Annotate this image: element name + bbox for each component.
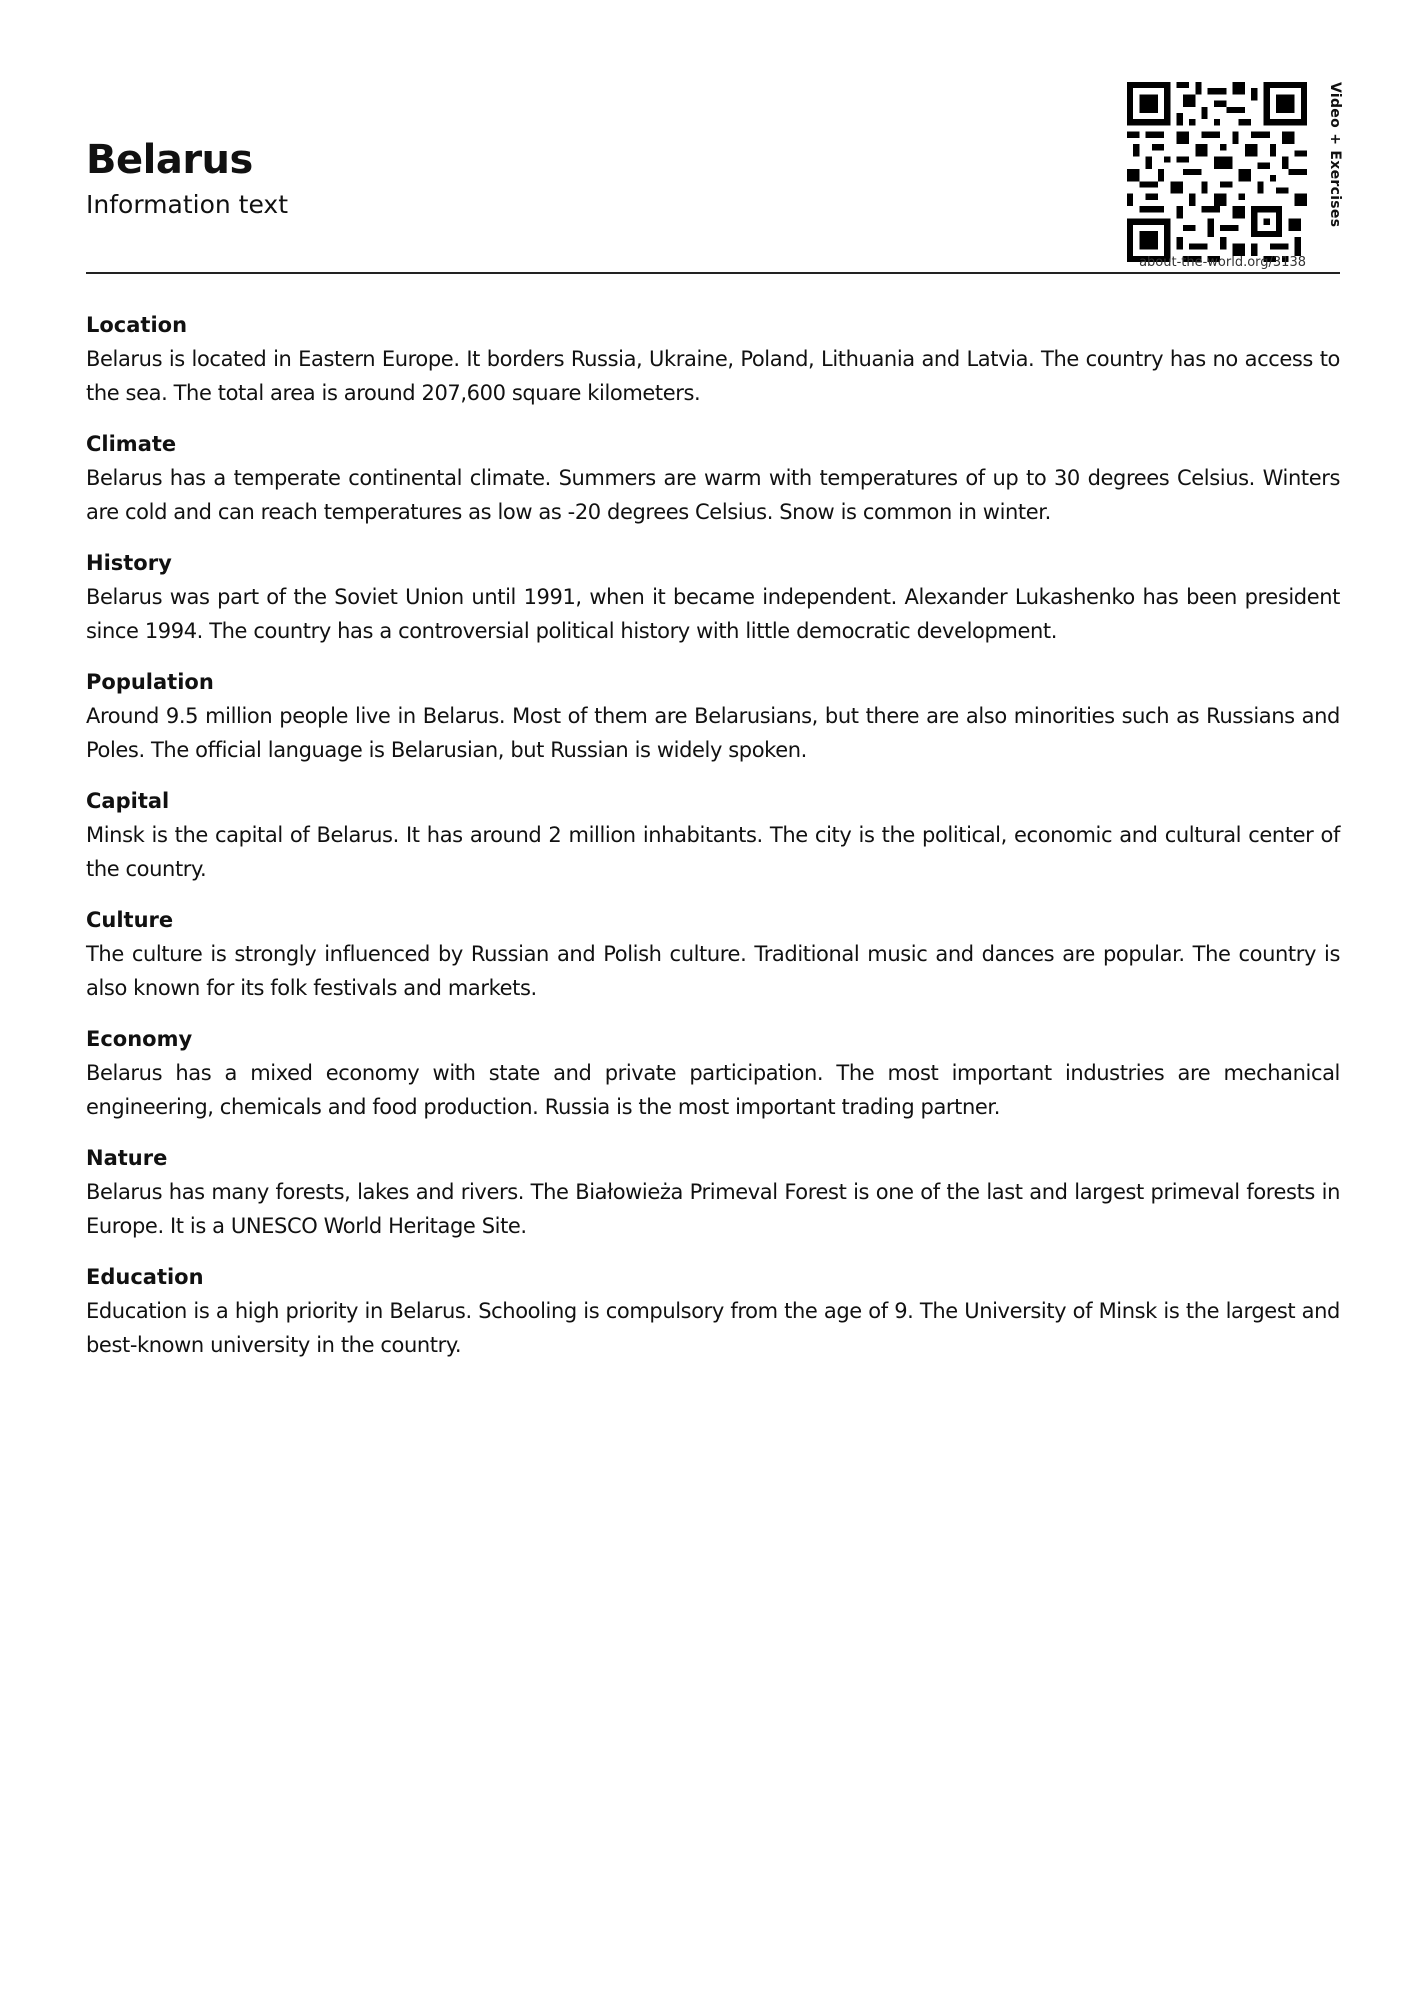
qr-link-text[interactable]: about-the-world.org/3138 — [1139, 255, 1306, 270]
section-population — [86, 665, 1340, 767]
section-culture — [86, 903, 1340, 1005]
section-text: Minsk is the capital of Belarus. It has around 2 million inhabitants. The city is the political, economic and cultural center of the country. — [86, 823, 1340, 881]
section-heading: Economy — [86, 1027, 193, 1051]
section-education — [86, 1260, 1340, 1362]
section-heading: Culture — [86, 908, 174, 932]
section-history — [86, 546, 1340, 648]
section-text: Belarus has a temperate continental climate. Summers are warm with temperatures of up to 30 degrees Celsius. Winters are cold and can reach temperatures as low as -20 degrees Celsius. Snow is common in winter. — [86, 466, 1340, 524]
section-heading: Climate — [86, 432, 177, 456]
section-heading: Education — [86, 1265, 204, 1289]
page-header — [86, 80, 1343, 274]
section-heading: Capital — [86, 789, 170, 813]
section-nature — [86, 1141, 1340, 1243]
page-subtitle: Information text — [86, 190, 289, 219]
section-heading: Nature — [86, 1146, 168, 1170]
section-text: Education is a high priority in Belarus. Schooling is compulsory from the age of 9. The University of Minsk is the largest and best-known university in the country. — [86, 1299, 1340, 1357]
section-economy — [86, 1022, 1340, 1124]
section-text: Belarus has a mixed economy with state and private participation. The most important industries are mechanical engineering, chemicals and food production. Russia is the most important trading partner. — [86, 1061, 1340, 1119]
section-text: Belarus is located in Eastern Europe. It borders Russia, Ukraine, Poland, Lithuania and Latvia. The country has no access to the sea. The total area is around 207,600 square kilometers. — [86, 347, 1340, 405]
section-text: Around 9.5 million people live in Belarus. Most of them are Belarusians, but there are also minorities such as Russians and Poles. The official language is Belarusian, but Russian is widely spoken. — [86, 704, 1340, 762]
section-heading: History — [86, 551, 172, 575]
section-location — [86, 308, 1340, 410]
video-exercises-label: Video + Exercises — [1327, 82, 1343, 228]
section-heading: Population — [86, 670, 214, 694]
content — [86, 308, 1340, 1379]
section-text: The culture is strongly influenced by Russian and Polish culture. Traditional music and dances are popular. The country is also known for its folk festivals and markets. — [86, 942, 1340, 1000]
page-title: Belarus — [86, 137, 253, 183]
section-text: Belarus was part of the Soviet Union until 1991, when it became independent. Alexander Lukashenko has been president since 1994. The country has a controversial political history with little democratic development. — [86, 585, 1340, 643]
section-capital — [86, 784, 1340, 886]
section-heading: Location — [86, 313, 188, 337]
qr-code-icon[interactable] — [1127, 82, 1307, 262]
section-text: Belarus has many forests, lakes and rivers. The Białowieża Primeval Forest is one of the last and largest primeval forests in Europe. It is a UNESCO World Heritage Site. — [86, 1180, 1340, 1238]
section-climate — [86, 427, 1340, 529]
